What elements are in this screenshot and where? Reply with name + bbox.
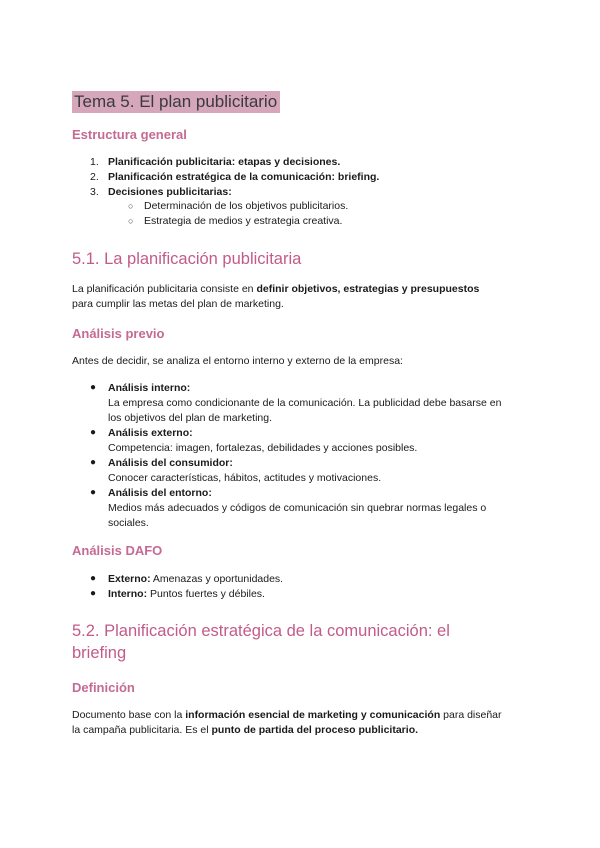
sub-list-item: Determinación de los objetivos publicitarios. [144, 200, 349, 212]
definicion-heading: Definición [72, 680, 135, 695]
bullet-icon: ● [90, 427, 97, 438]
list-number: 1. [90, 156, 99, 168]
list-item: Externo: Amenazas y oportunidades. [108, 573, 284, 585]
list-number: 3. [90, 186, 99, 198]
section-heading-5-1: 5.1. La planificación publicitaria [72, 250, 302, 268]
bullet-icon: ● [90, 457, 97, 468]
list-item: Análisis externo: Competencia: imagen, fortalezas, debilidades y acciones posibles. [108, 427, 418, 454]
paragraph: Antes de decidir, se analiza el entorno interno y externo de la empresa: [72, 355, 403, 367]
estructura-heading: Estructura general [72, 127, 187, 142]
circle-bullet-icon: ○ [128, 201, 134, 211]
list-item: Interno: Puntos fuertes y débiles. [108, 588, 265, 600]
bullet-icon: ● [90, 382, 97, 393]
list-item: Decisiones publicitarias: [108, 186, 232, 198]
list-item: Análisis interno: La empresa como condicionante de la comunicación. La publicidad debe basarse en los objetivos del plan de marketing. [108, 382, 502, 424]
page-title [72, 92, 280, 112]
paragraph: La planificación publicitaria consiste en definir objetivos, estrategias y presupuestos para cumplir las metas del plan de marketing. [72, 283, 480, 310]
list-item: Análisis del entorno: Medios más adecuados y códigos de comunicación sin quebrar normas legales o sociales. [108, 487, 487, 529]
list-number: 2. [90, 171, 99, 183]
section-heading-5-2: 5.2. Planificación estratégica de la comunicación: el briefing [72, 622, 450, 662]
list-item: Planificación publicitaria: etapas y decisiones. [108, 156, 341, 168]
paragraph: Documento base con la información esencial de marketing y comunicación para diseñar la campaña publicitaria. Es el punto de partida del proceso publicitario. [72, 709, 502, 736]
dafo-heading: Análisis DAFO [72, 543, 163, 558]
title-highlight: Tema 5. El plan publicitario [72, 91, 280, 113]
list-item: Planificación estratégica de la comunicación: briefing. [108, 171, 380, 183]
bullet-icon: ● [90, 588, 97, 599]
circle-bullet-icon: ○ [128, 216, 134, 226]
bullet-icon: ● [90, 487, 97, 498]
list-item: Análisis del consumidor: Conocer características, hábitos, actitudes y motivaciones. [108, 457, 382, 484]
bullet-icon: ● [90, 573, 97, 584]
analisis-previo-heading: Análisis previo [72, 326, 165, 341]
sub-list-item: Estrategia de medios y estrategia creativa. [144, 215, 343, 227]
